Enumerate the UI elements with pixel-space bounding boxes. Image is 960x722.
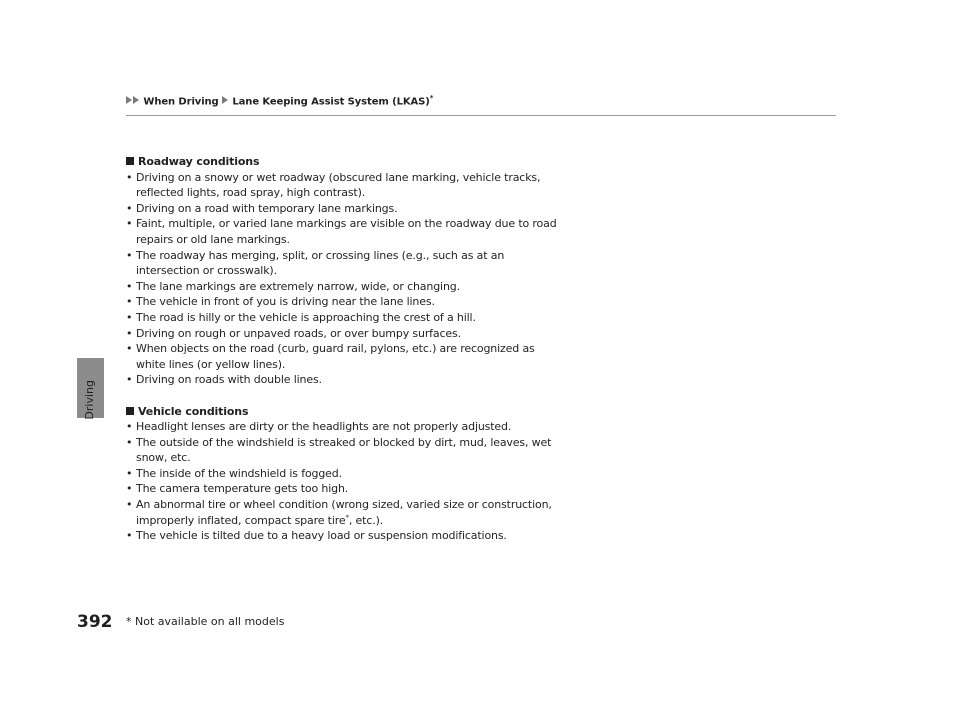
chapter-label-text: Driving: [83, 380, 96, 420]
roadway-conditions-list: [126, 170, 566, 388]
list-item: • Driving on rough or unpaved roads, or over bumpy surfaces.: [126, 326, 566, 342]
breadcrumb-level-2: Lane Keeping Assist System (LKAS): [232, 96, 430, 108]
page-number: 392: [77, 612, 113, 632]
list-item: • Driving on roads with double lines.: [126, 372, 566, 388]
section-spacer: [126, 388, 566, 404]
breadcrumb-asterisk: *: [429, 94, 434, 102]
section-heading-text: Vehicle conditions: [138, 404, 249, 418]
arrow-right-icon: [126, 96, 132, 104]
list-item: • Driving on a snowy or wet roadway (obscured lane marking, vehicle tracks, reflected lights, road spray, high contrast).: [126, 170, 566, 201]
section-heading: [126, 404, 566, 420]
section-heading-text: Roadway conditions: [138, 155, 260, 168]
list-item: • The vehicle in front of you is driving near the lane lines.: [126, 294, 566, 310]
list-item: • When objects on the road (curb, guard rail, pylons, etc.) are recognized as white lines (or yellow lines).: [126, 341, 566, 372]
header-divider: [126, 115, 836, 116]
list-item-text: , etc.).: [348, 513, 384, 527]
square-bullet-icon: [126, 407, 134, 415]
breadcrumb: [126, 94, 433, 107]
footnote-asterisk: *: [345, 513, 349, 521]
section-heading: [126, 154, 566, 170]
list-item: • The roadway has merging, split, or crossing lines (e.g., such as at an intersection or crosswalk).: [126, 248, 566, 279]
list-item: • The camera temperature gets too high.: [126, 481, 566, 497]
list-item: • Headlight lenses are dirty or the headlights are not properly adjusted.: [126, 419, 566, 435]
arrow-right-icon: [133, 96, 139, 104]
list-item: • The lane markings are extremely narrow, wide, or changing.: [126, 279, 566, 295]
breadcrumb-level-1: When Driving: [143, 96, 219, 108]
list-item: • The inside of the windshield is fogged.: [126, 466, 566, 482]
list-item: • The outside of the windshield is streaked or blocked by dirt, mud, leaves, wet snow, etc.: [126, 435, 566, 466]
list-item: • Driving on a road with temporary lane markings.: [126, 201, 566, 217]
list-item-text: An abnormal tire or wheel condition (wrong sized, varied size or construction, improperly inflated, compact spare tire: [136, 498, 552, 527]
chapter-label: [80, 380, 100, 440]
list-item: • The vehicle is tilted due to a heavy load or suspension modifications.: [126, 528, 566, 544]
vehicle-conditions-list: [126, 419, 566, 544]
list-item: • Faint, multiple, or varied lane markings are visible on the roadway due to road repairs or old lane markings.: [126, 216, 566, 247]
arrow-right-icon: [222, 96, 228, 104]
footnote: * Not available on all models: [126, 615, 285, 628]
square-bullet-icon: [126, 157, 134, 165]
main-content: [126, 154, 566, 544]
list-item: • The road is hilly or the vehicle is approaching the crest of a hill.: [126, 310, 566, 326]
list-item: [126, 497, 566, 528]
